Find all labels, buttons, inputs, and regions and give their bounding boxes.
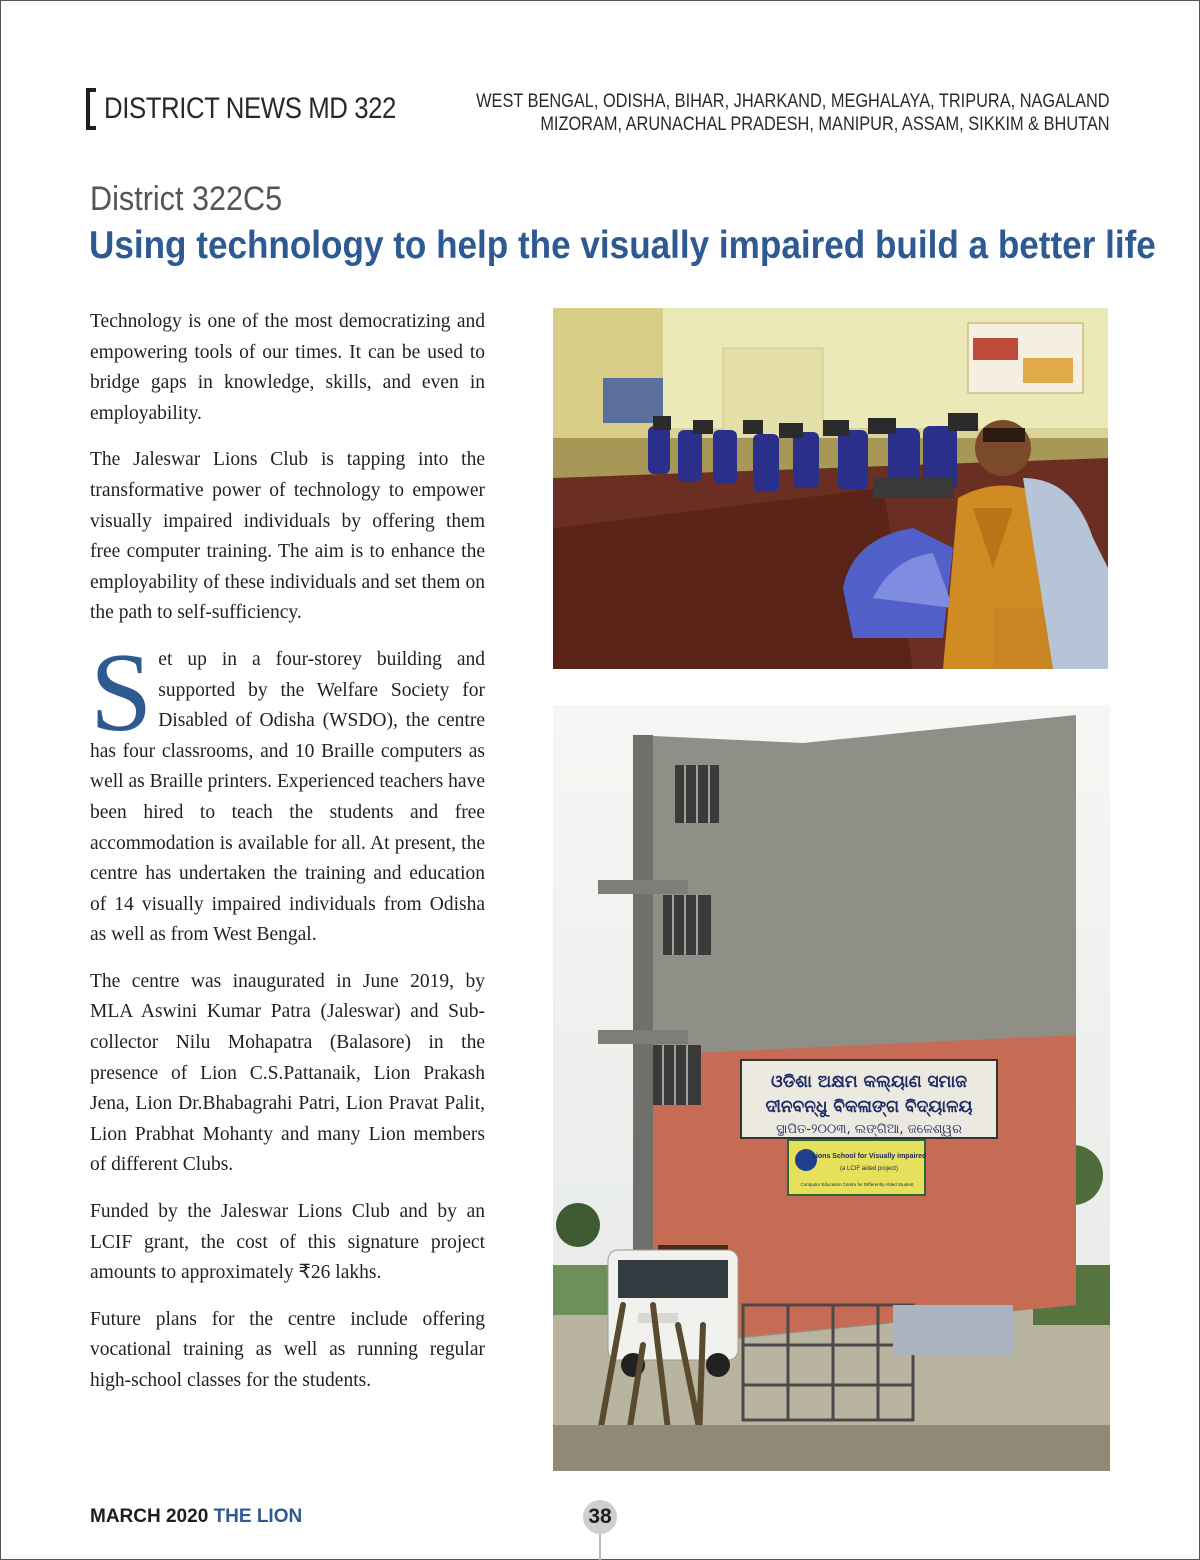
board-title: Lions School for Visually impaired [811, 1153, 927, 1160]
photo-school-building [553, 705, 1110, 1471]
article-body [90, 307, 485, 1413]
paragraph-6: Future plans for the centre include offering vocational training as well as running regular high-school classes for the students. [90, 1308, 485, 1391]
region-line-1: WEST BENGAL, ODISHA, BIHAR, JHARKAND, MEGHALAYA, TRIPURA, NAGALAND [476, 91, 1110, 112]
district-label: District 322C5 [90, 180, 283, 218]
drop-cap: S [90, 630, 153, 755]
paragraph-2: The Jaleswar Lions Club is tapping into the transformative power of technology to empower visually impaired individuals by offering them free computer training. The aim is to enhance the employability of these individuals and set them on the path to self-sufficiency. [90, 449, 485, 624]
sign-odia-line-3: ସ୍ଥାପିତ-୨୦୦୩, ଲଙ୍ଗିଆ, ଜଳେଶ୍ୱର [776, 1122, 962, 1137]
sign-odia-line-1: ଓଡିଶା ଅକ୍ଷମ କଲ୍ୟାଣ ସମାଜ [771, 1072, 967, 1092]
page-number: 38 [583, 1500, 617, 1534]
section-title: DISTRICT NEWS MD 322 [104, 92, 396, 125]
paragraph-5: Funded by the Jaleswar Lions Club and by an LCIF grant, the cost of this signature project amounts to approximately ₹26 lakhs. [90, 1201, 485, 1284]
region-line-2: MIZORAM, ARUNACHAL PRADESH, MANIPUR, ASSAM, SIKKIM & BHUTAN [540, 114, 1110, 135]
sign-odia-line-2: ଦୀନବନ୍ଧୁ ବିକଳାଙ୍ଗ ବିଦ୍ୟାଳୟ [765, 1097, 973, 1117]
paragraph-3 [90, 630, 485, 951]
page-number-rule [599, 1534, 601, 1560]
issue-date: MARCH 2020 [90, 1506, 209, 1527]
magazine-name: THE LION [213, 1506, 303, 1527]
article-headline: Using technology to help the visually impaired build a better life [89, 224, 1156, 267]
region-list [373, 90, 1110, 136]
paragraph-3-text: et up in a four-storey building and supported by the Welfare Society for Disabled of Odisha (WSDO), the centre has four classrooms, and 10 Braille computers as well as Braille printers. Experienced teachers have been hired to teach the students and free accommodation is available for all. At present, the centre has undertaken the training and education of 14 visually impaired individuals from Odisha as well as from West Bengal. [90, 648, 485, 946]
board-subtitle: (a LCIF aided project) [839, 1166, 899, 1172]
board-line: Computer Education Centre for Differently Abled Student [800, 1182, 914, 1187]
paragraph-4: The centre was inaugurated in June 2019, by MLA Aswini Kumar Patra (Jaleswar) and Sub-collector Nilu Mohapatra (Balasore) in the presence of Lion C.S.Pattanaik, Lion Prakash Jena, Lion Dr.Bhabagrahi Patri, Lion Pravat Palit, Lion Prabhat Mohanty and many Lion members of different Clubs. [90, 970, 485, 1176]
section-bracket [86, 88, 96, 130]
photo-computer-lab [553, 308, 1108, 669]
paragraph-1: Technology is one of the most democratizing and empowering tools of our times. It can be used to bridge gaps in knowledge, skills, and even in employability. [90, 311, 485, 424]
footer-issue [90, 1506, 302, 1528]
